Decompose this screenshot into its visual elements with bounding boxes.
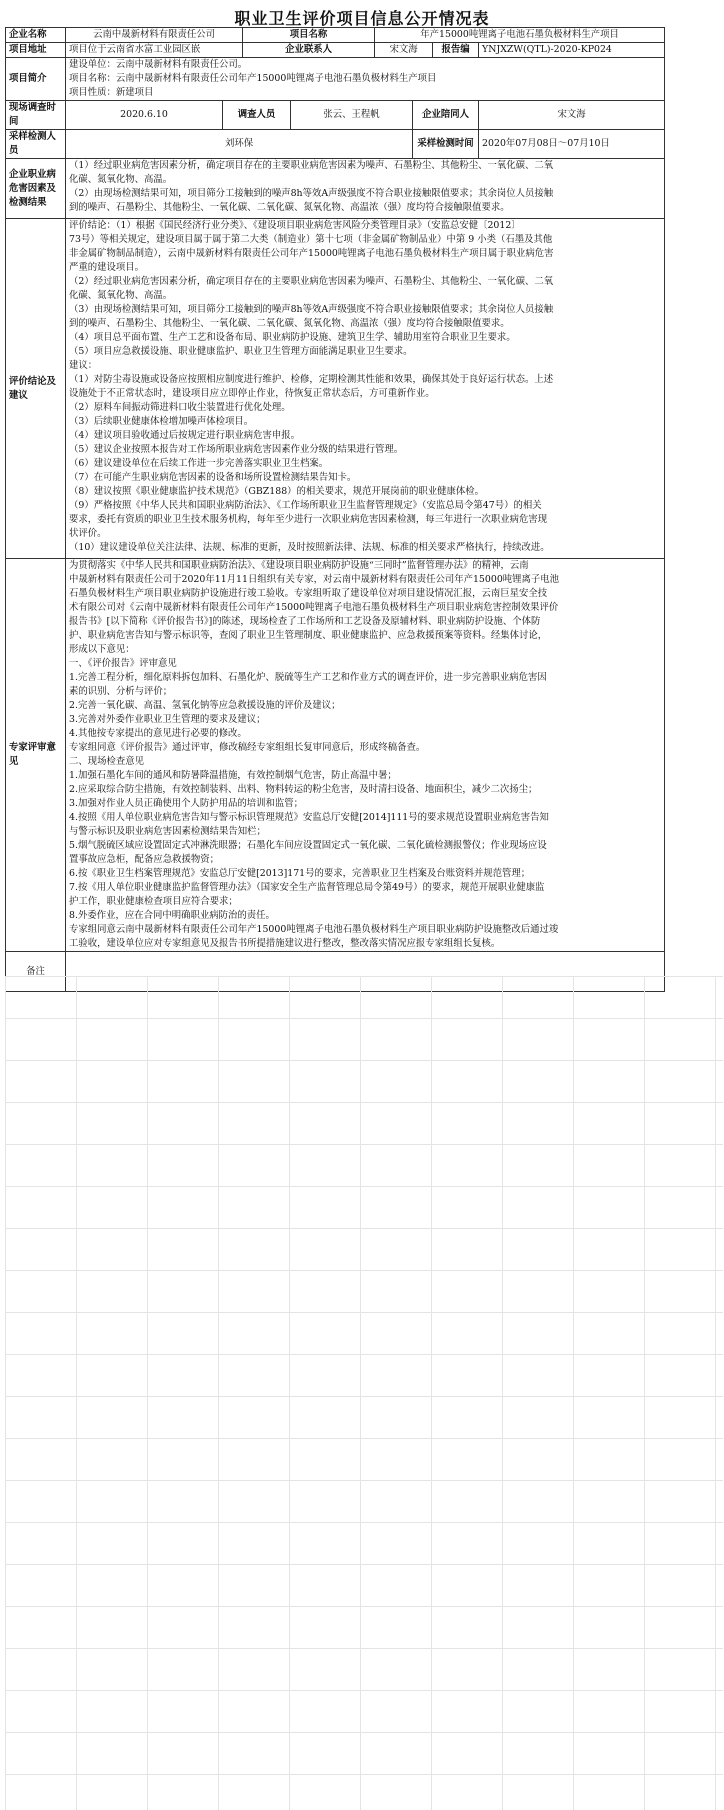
evaluation-line: 设施处于不正常状态时，建设项目应立即停止作业，待恢复正常状态后，方可重新作业。	[69, 388, 435, 399]
expert-line: 8.外委作业，应在合同中明确职业病防治的责任。	[69, 910, 275, 921]
row-intro	[6, 58, 665, 101]
blank-spreadsheet-grid	[5, 976, 723, 1810]
contact-value: 宋文海	[375, 43, 433, 58]
expert-label: 专家评审意见	[6, 559, 66, 952]
intro-content	[66, 58, 665, 101]
expert-line: 为贯彻落实《中华人民共和国职业病防治法》、《建设项目职业病防护设施“三同时”监督管理办法》的精神，云南	[69, 560, 529, 571]
expert-line: 与警示标识及职业病危害因素检测结果告知栏；	[69, 826, 266, 837]
intro-label: 项目简介	[6, 58, 66, 101]
evaluation-line: （1）对防尘毒设施或设备应按照相应制度进行维护、检修，定期检测其性能和效果，确保其处于良好运行状态。上述	[69, 374, 554, 385]
evaluation-line: （2）原料车间振动筛进料口收尘装置进行优化处理。	[69, 402, 291, 413]
expert-content	[66, 559, 665, 952]
evaluation-line: 非金属矿物制品制造），云南中晟新材料有限责任公司年产15000吨锂离子电池石墨负极材料生产项目属于职业病危害	[69, 248, 554, 259]
row-sampling	[6, 130, 665, 159]
evaluation-line: （9）严格按照《中华人民共和国职业病防治法》、《工作场所职业卫生监督管理规定》（安监总局令第47号）的相关	[69, 500, 542, 511]
evaluation-line: （5）项目应急救援设施、职业健康监护、职业卫生管理方面能满足职业卫生要求。	[69, 346, 413, 357]
address-label: 项目地址	[6, 43, 66, 58]
expert-line: 中晟新材料有限责任公司于2020年11月11日组织有关专家，对云南中晟新材料有限责任公司年产15000吨锂离子电池	[69, 574, 560, 585]
expert-line: 素的识别、分析与评价；	[69, 686, 173, 697]
evaluation-line: （7）在可能产生职业病危害因素的设备和场所设置检测结果告知卡。	[69, 472, 357, 483]
expert-line: 3.完善对外委作业职业卫生管理的要求及建议；	[69, 714, 266, 725]
hazards-label: 企业职业病危害因素及检测结果	[6, 159, 66, 219]
evaluation-line: 到的噪声、石墨粉尘、其他粉尘、一氧化碳、二氧化碳、氮氧化物、高温浓（强）度均符合接触限值要求。	[69, 318, 510, 329]
expert-line: 5.烟气脱硫区域应设置固定式冲淋洗眼器；石墨化车间应设置固定式一氧化碳、二氧化硫检测报警仪；作业现场应设	[69, 840, 547, 851]
row-hazards	[6, 159, 665, 219]
report-number-value: YNJXZW(QTL)-2020-KP024	[479, 43, 665, 58]
expert-line: 7.按《用人单位职业健康监护监督管理办法》（国家安全生产监督管理总局令第49号）的要求，规范开展职业健康监	[69, 882, 545, 893]
expert-line: 2.完善一氧化碳、高温、氢氧化钠等应急救援设施的评价及建议；	[69, 700, 341, 711]
page-title: 职业卫生评价项目信息公开情况表	[234, 9, 490, 28]
expert-line: 护工作，职业健康检查项目应符合要求；	[69, 896, 238, 907]
evaluation-line: （5）建议企业按照本报告对工作场所职业病危害因素作业分级的结果进行管理。	[69, 444, 404, 455]
evaluation-line: （2）经过职业病危害因素分析，确定项目存在的主要职业病危害因素为噪声、石墨粉尘、其他粉尘、一氧化碳、二氧	[69, 276, 554, 287]
hazards-line: （1）经过职业病危害因素分析，确定项目存在的主要职业病危害因素为噪声、石墨粉尘、其他粉尘、一氧化碳、二氧	[69, 160, 554, 171]
escort-value: 宋文海	[479, 101, 665, 130]
evaluation-line: 73号）等相关规定，建设项目属于属于第二大类（制造业）第十七项（非金属矿物制品业）中第 9 小类（石墨及其他	[69, 234, 553, 245]
sampling-time-value: 2020年07月08日～07月10日	[479, 130, 665, 159]
expert-line: 3.加强对作业人员正确使用个人防护用品的培训和监管；	[69, 798, 303, 809]
escort-label: 企业陪同人	[413, 101, 479, 130]
row-expert	[6, 559, 665, 952]
hazards-line: 化碳、氮氧化物、高温。	[69, 174, 173, 185]
sampling-time-label: 采样检测时间	[413, 130, 479, 159]
expert-line: 4.按照《用人单位职业病危害告知与警示标识管理规范》安监总厅安健[2014]111号的要求规范设置职业病危害告知	[69, 812, 549, 823]
evaluation-content	[66, 219, 665, 559]
row-company	[6, 28, 665, 43]
expert-line: 专家组同意《评价报告》通过评审，修改稿经专家组组长复审同意后，形成终稿备查。	[69, 742, 426, 753]
survey-date-label: 现场调查时间	[6, 101, 66, 130]
expert-line: 二、现场检查意见	[69, 756, 145, 767]
evaluation-line: （10）建议建设单位关注法律、法规、标准的更新，及时按照新法律、法规、标准的相关要求严格执行，持续改进。	[69, 542, 550, 553]
survey-staff-label: 调查人员	[223, 101, 291, 130]
expert-line: 石墨负极材料生产项目职业病防护设施进行竣工验收。专家组听取了建设单位对项目建设情况汇报，云南巨星安全技	[69, 588, 548, 599]
evaluation-line: （6）建议建设单位在后续工作进一步完善落实职业卫生档案。	[69, 458, 329, 469]
expert-line: 6.按《职业卫生档案管理规范》安监总厅安健[2013]171号的要求，完善职业卫生档案及台账资料并规范管理；	[69, 868, 531, 879]
row-survey	[6, 101, 665, 130]
expert-line: 专家组同意云南中晟新材料有限责任公司年产15000吨锂离子电池石墨负极材料生产项目职业病防护设施整改后通过竣	[69, 924, 559, 935]
survey-date-value: 2020.6.10	[66, 101, 223, 130]
evaluation-line: （4）项目总平面布置、生产工艺和设备布局、职业病防护设施、建筑卫生学、辅助用室符合职业卫生要求。	[69, 332, 516, 343]
report-number-label: 报告编	[433, 43, 479, 58]
evaluation-line: （4）建议项目验收通过后按规定进行职业病危害申报。	[69, 430, 300, 441]
evaluation-line: （8）建议按照《职业健康监护技术规范》（GBZ188）的相关要求，规范开展岗前的职业健康体检。	[69, 486, 485, 497]
evaluation-line: （3）后续职业健康体检增加噪声体检项目。	[69, 416, 254, 427]
evaluation-line: （3）由现场检测结果可知，项目筛分工接触到的噪声8h等效A声级强度不符合职业接触限值要求；其余岗位人员接触	[69, 304, 554, 315]
sampling-staff-label: 采样检测人员	[6, 130, 66, 159]
address-value: 项目位于云南省水富工业园区嵌	[66, 43, 243, 58]
intro-line: 建设单位：云南中晟新材料有限责任公司。	[69, 59, 248, 70]
expert-line: 一、《评价报告》评审意见	[69, 658, 177, 669]
evaluation-line: 状评价。	[69, 528, 107, 539]
evaluation-line: 化碳、氮氧化物、高温。	[69, 290, 173, 301]
hazards-line: （2）由现场检测结果可知，项目筛分工接触到的噪声8h等效A声级强度不符合职业接触限值要求；其余岗位人员接触	[69, 188, 554, 199]
expert-line: 置事故应急柜，配备应急救援物资；	[69, 854, 220, 865]
intro-line: 项目性质：新建项目	[69, 87, 154, 98]
evaluation-line: 严重的建设项目。	[69, 262, 145, 273]
contact-label: 企业联系人	[243, 43, 375, 58]
expert-line: 4.其他按专家提出的意见进行必要的修改。	[69, 728, 247, 739]
expert-line: 护、职业病危害告知与警示标识等，查阅了职业卫生管理制度、职业健康监护、应急救援预案等资料。经集体讨论，	[69, 630, 548, 641]
company-value: 云南中晟新材料有限责任公司	[66, 28, 243, 43]
row-evaluation	[6, 219, 665, 559]
disclosure-table	[5, 27, 665, 992]
remarks-label: 备注	[6, 952, 66, 992]
expert-line: 2.应采取综合防尘措施，有效控制装料、出料、物料转运的粉尘危害，及时清扫设备、地面积尘，减少二次扬尘；	[69, 784, 538, 795]
evaluation-label: 评价结论及建议	[6, 219, 66, 559]
evaluation-line: 评价结论：（1）根据《国民经济行业分类》、《建设项目职业病危害风险分类管理目录》（安监总安健〔2012〕	[69, 220, 521, 231]
evaluation-line: 要求，委托有资质的职业卫生技术服务机构，每年至少进行一次职业病危害因素检测，每三年进行一次职业病危害现	[69, 514, 548, 525]
expert-line: 形成以下意见：	[69, 644, 135, 655]
company-label: 企业名称	[6, 28, 66, 43]
evaluation-line: 建议：	[69, 360, 98, 371]
project-name-label: 项目名称	[243, 28, 375, 43]
hazards-line: 到的噪声、石墨粉尘、其他粉尘、一氧化碳、二氧化碳、氮氧化物、高温浓（强）度均符合接触限值要求。	[69, 202, 510, 213]
expert-line: 1.完善工程分析，细化原料拆包加料、石墨化炉、脱硫等生产工艺和作业方式的调查评价，进一步完善职业病危害因	[69, 672, 547, 683]
project-name-value: 年产15000吨锂离子电池石墨负极材料生产项目	[375, 28, 665, 43]
expert-line: 1.加强石墨化车间的通风和防暑降温措施，有效控制烟气危害，防止高温中暑；	[69, 770, 397, 781]
sampling-staff-value: 刘环保	[66, 130, 413, 159]
expert-line: 工验收，建设单位应对专家组意见及报告书所提措施建议进行整改，整改落实情况应报专家组组长复核。	[69, 938, 501, 949]
survey-staff-value: 张云、王程帆	[291, 101, 413, 130]
row-address	[6, 43, 665, 58]
intro-line: 项目名称：云南中晟新材料有限责任公司年产15000吨锂离子电池石墨负极材料生产项目	[69, 73, 437, 84]
expert-line: 术有限公司对《云南中晟新材料有限责任公司年产15000吨锂离子电池石墨负极材料生产项目职业病危害控制效果评价	[69, 602, 559, 613]
hazards-content	[66, 159, 665, 219]
expert-line: 报告书》[以下简称《评价报告书》]的陈述，现场检查了工作场所和工艺设备及原辅材料、职业病防护设施、个体防	[69, 616, 541, 627]
